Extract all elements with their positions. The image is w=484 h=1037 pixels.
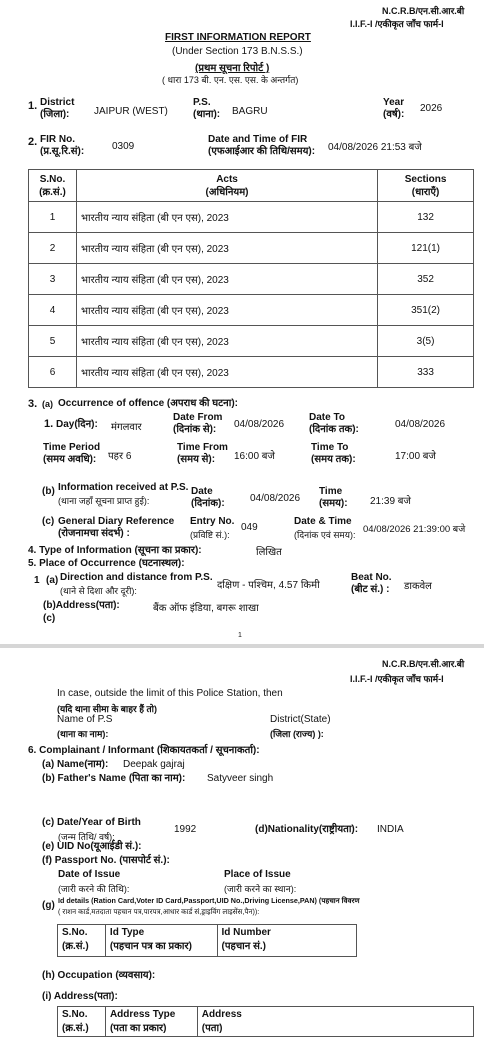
table-row bbox=[29, 295, 474, 326]
item3-a-label: (a) bbox=[42, 399, 53, 409]
day-number: 1. bbox=[44, 418, 54, 430]
time-from-label-hi: (समय से): bbox=[177, 454, 216, 465]
dob-value: 1992 bbox=[174, 824, 197, 835]
nationality-value: INDIA bbox=[377, 824, 404, 835]
date-from-value: 04/08/2026 bbox=[234, 419, 285, 430]
fir-no-label: FIR No. bbox=[40, 134, 75, 145]
fir-no-label-hi: (प्र.सू.रि.सं): bbox=[40, 146, 85, 157]
section-cell: 132 bbox=[378, 202, 474, 233]
complainant-name-label: (a) Name(नाम): bbox=[42, 759, 109, 770]
addr-type-header: Address Type (पता का प्रकार) bbox=[105, 1007, 197, 1037]
ncrb-header: N.C.R.B/एन.सी.आर.बी bbox=[382, 6, 465, 16]
direction-distance-label: Direction and distance from P.S. bbox=[60, 572, 213, 583]
id-details-g-label: (g) bbox=[42, 900, 55, 911]
report-page-2 bbox=[0, 648, 484, 1034]
passport-label: (f) Passport No. (पासपोर्ट सं.): bbox=[42, 855, 170, 866]
place-number: 1 bbox=[34, 575, 40, 586]
nationality-label: (d)Nationality(राष्ट्रीयता): bbox=[255, 824, 359, 835]
acts-table bbox=[28, 169, 474, 388]
sno-header: S.No. (क्र.सं.) bbox=[29, 170, 77, 202]
beat-no-value: डाकवेल bbox=[404, 581, 432, 592]
sno-cell: 2 bbox=[29, 233, 77, 264]
page-number: 1 bbox=[238, 632, 242, 639]
date-of-issue-label: Date of Issue bbox=[58, 869, 121, 880]
district-state-label: District(State) bbox=[270, 714, 331, 725]
dob-label-hi: (जन्म तिथि/ वर्ष): bbox=[58, 832, 115, 842]
ps-label: P.S. bbox=[193, 97, 211, 108]
sno-cell: 6 bbox=[29, 357, 77, 388]
item2-number: 2. bbox=[28, 136, 38, 148]
ps-name-label: Name of P.S bbox=[57, 714, 113, 725]
title-hindi-sub: ( धारा 173 बी. एन. एस. एस. के अन्तर्गत) bbox=[162, 75, 299, 85]
title-hindi: (प्रथम सूचना रिपोर्ट ) bbox=[195, 63, 270, 74]
direction-distance-label-hi: (थाने से दिशा और दूरी): bbox=[60, 586, 137, 596]
fir-datetime-label-hi: (एफआईआर की तिथि/समय): bbox=[208, 146, 316, 157]
district-state-label-hi: (जिला (राज्य) ): bbox=[270, 729, 324, 739]
id-details-label-hi: ( राशन कार्ड,मतदाता पहचान पत्र,पारपत्र,आधार कार्ड सं,ड्राइविंग लाइसेंस,पैन)): bbox=[58, 907, 260, 916]
time-period-label-hi: (समय अवधि): bbox=[43, 454, 97, 465]
acts-table-header bbox=[29, 170, 474, 202]
outside-limit-label: In case, outside the limit of this Police Station, then bbox=[57, 688, 283, 699]
table-row bbox=[29, 233, 474, 264]
sections-header: Sections (धाराएँ) bbox=[378, 170, 474, 202]
act-cell: भारतीय न्याय संहिता (बी एन एस), 2023 bbox=[76, 202, 377, 233]
day-label: Day(दिन): bbox=[56, 419, 98, 430]
acts-header: Acts (अधिनियम) bbox=[76, 170, 377, 202]
info-date-label-hi: (दिनांक): bbox=[191, 498, 225, 509]
id-type-header: Id Type (पहचान पत्र का प्रकार) bbox=[105, 925, 217, 957]
section-cell: 333 bbox=[378, 357, 474, 388]
occupation-label: (h) Occupation (व्यवसाय): bbox=[42, 970, 156, 981]
page-title: FIRST INFORMATION REPORT bbox=[165, 32, 311, 43]
table-row bbox=[29, 357, 474, 388]
place-occurrence-label: 5. Place of Occurrence (घटनास्थल): bbox=[28, 558, 185, 569]
time-period-value: पहर 6 bbox=[108, 451, 132, 462]
info-time-label-hi: (समय): bbox=[319, 498, 348, 509]
district-label: District bbox=[40, 97, 75, 108]
gd-datetime-label: Date & Time bbox=[294, 516, 352, 527]
entry-no-value: 049 bbox=[241, 522, 258, 533]
time-to-value: 17:00 बजे bbox=[395, 451, 436, 462]
date-to-label: Date To bbox=[309, 412, 345, 423]
date-from-label: Date From bbox=[173, 412, 223, 423]
act-cell: भारतीय न्याय संहिता (बी एन एस), 2023 bbox=[76, 233, 377, 264]
place-of-issue-label: Place of Issue bbox=[224, 869, 291, 880]
info-type-value: लिखित bbox=[256, 547, 282, 558]
item1-number: 1. bbox=[28, 100, 38, 112]
info-time-value: 21:39 बजे bbox=[370, 496, 411, 507]
father-name-label: (b) Father's Name (पिता का नाम): bbox=[42, 773, 186, 784]
dob-label: (c) Date/Year of Birth bbox=[42, 817, 141, 828]
time-to-label-hi: (समय तक): bbox=[311, 454, 356, 465]
complainant-name-value: Deepak gajraj bbox=[123, 759, 185, 770]
year-value: 2026 bbox=[420, 103, 443, 114]
date-to-value: 04/08/2026 bbox=[395, 419, 446, 430]
date-to-label-hi: (दिनांक तक): bbox=[309, 424, 359, 435]
sno-cell: 3 bbox=[29, 264, 77, 295]
direction-distance-value: दक्षिण - पश्चिम, 4.57 किमी bbox=[217, 580, 320, 591]
ps-value: BAGRU bbox=[232, 106, 268, 117]
father-name-value: Satyveer singh bbox=[207, 773, 274, 784]
info-time-label: Time bbox=[319, 486, 343, 497]
year-label: Year bbox=[383, 97, 405, 108]
gd-datetime-value: 04/08/2026 21:39:00 बजे bbox=[363, 524, 466, 535]
address-table bbox=[57, 1006, 474, 1037]
address-table-header bbox=[58, 1007, 474, 1037]
ps-label-hi: (थाना): bbox=[193, 109, 221, 120]
fir-datetime-label: Date and Time of FIR bbox=[208, 134, 308, 145]
act-cell: भारतीय न्याय संहिता (बी एन एस), 2023 bbox=[76, 295, 377, 326]
section-cell: 3(5) bbox=[378, 326, 474, 357]
iif-header: I.I.F.-I /एकीकृत जाँच फार्म-I bbox=[350, 674, 444, 684]
info-received-label: Information received at P.S. bbox=[58, 482, 189, 493]
fir-datetime-value: 04/08/2026 21:53 बजे bbox=[328, 142, 422, 153]
section-cell: 351(2) bbox=[378, 295, 474, 326]
date-from-label-hi: (दिनांक से): bbox=[173, 424, 217, 435]
complainant-heading: 6. Complainant / Informant (शिकायतकर्ता / सूचनाकर्ता): bbox=[28, 745, 260, 756]
id-sno-header: S.No. (क्र.सं.) bbox=[58, 925, 106, 957]
complainant-address-label: (i) Address(पता): bbox=[42, 991, 118, 1002]
act-cell: भारतीय न्याय संहिता (बी एन एस), 2023 bbox=[76, 264, 377, 295]
time-to-label: Time To bbox=[311, 442, 349, 453]
beat-no-label: Beat No. bbox=[351, 572, 392, 583]
time-from-label: Time From bbox=[177, 442, 228, 453]
district-label-hi: (जिला): bbox=[40, 109, 70, 120]
sno-cell: 5 bbox=[29, 326, 77, 357]
time-from-value: 16:00 बजे bbox=[234, 451, 275, 462]
day-value: मंगलवार bbox=[111, 422, 142, 433]
entry-no-label: Entry No. bbox=[190, 516, 235, 527]
info-received-label-hi: (थाना जहाँ सूचना प्राप्त हुई): bbox=[58, 496, 150, 506]
id-details-label: Id details (Ration Card,Voter ID Card,Passport,UID No.,Driving License,PAN) (पहचान विवरण bbox=[58, 896, 360, 905]
table-row bbox=[29, 264, 474, 295]
title-under-section: (Under Section 173 B.N.S.S.) bbox=[172, 46, 303, 57]
iif-header: I.I.F.-I /एकीकृत जाँच फार्म-I bbox=[350, 19, 444, 29]
info-type-label: 4. Type of Information (सूचना का प्रकार): bbox=[28, 545, 202, 556]
item3-number: 3. bbox=[28, 398, 38, 410]
act-cell: भारतीय न्याय संहिता (बी एन एस), 2023 bbox=[76, 326, 377, 357]
ncrb-header: N.C.R.B/एन.सी.आर.बी bbox=[382, 659, 465, 669]
gd-reference-label: General Diary Reference bbox=[58, 516, 175, 527]
section-cell: 352 bbox=[378, 264, 474, 295]
id-number-header: Id Number (पहचान सं.) bbox=[217, 925, 357, 957]
year-label-hi: (वर्ष): bbox=[383, 109, 405, 120]
place-of-issue-label-hi: (जारी करने का स्थान): bbox=[224, 884, 297, 894]
table-row bbox=[29, 326, 474, 357]
place-c-label: (c) bbox=[43, 613, 56, 624]
district-value: JAIPUR (WEST) bbox=[94, 106, 168, 117]
gd-reference-label-hi: (रोजनामचा संदर्भ) : bbox=[58, 528, 130, 539]
item3-b-label: (b) bbox=[42, 486, 55, 497]
id-table-header bbox=[58, 925, 357, 957]
item3-c-label: (c) bbox=[42, 516, 55, 527]
occurrence-heading: Occurrence of offence (अपराध की घटना): bbox=[58, 398, 238, 409]
ps-name-label-hi: (थाना का नाम): bbox=[57, 729, 109, 739]
outside-limit-label-hi: (यदि थाना सीमा के बाहर हैं तो) bbox=[57, 704, 157, 714]
info-date-value: 04/08/2026 bbox=[250, 493, 301, 504]
addr-address-header: Address (पता) bbox=[197, 1007, 473, 1037]
sno-cell: 1 bbox=[29, 202, 77, 233]
addr-sno-header: S.No. (क्र.सं.) bbox=[58, 1007, 106, 1037]
fir-no-value: 0309 bbox=[112, 141, 135, 152]
act-cell: भारतीय न्याय संहिता (बी एन एस), 2023 bbox=[76, 357, 377, 388]
address-label: (b)Address(पता): bbox=[43, 600, 120, 611]
section-cell: 121(1) bbox=[378, 233, 474, 264]
time-period-label: Time Period bbox=[43, 442, 101, 453]
info-date-label: Date bbox=[191, 486, 213, 497]
address-value: बैंक ऑफ इंडिया, बगरू शाखा bbox=[153, 603, 259, 614]
id-table bbox=[57, 924, 357, 957]
place-a-label: (a) bbox=[46, 575, 59, 586]
sno-cell: 4 bbox=[29, 295, 77, 326]
beat-no-label-hi: (बीट सं.) : bbox=[351, 584, 390, 595]
gd-datetime-label-hi: (दिनांक एवं समय): bbox=[294, 530, 356, 540]
table-row bbox=[29, 202, 474, 233]
entry-no-label-hi: (प्रविष्टि सं.): bbox=[190, 530, 230, 540]
uid-label: (e) UID No(यूआईडी सं.): bbox=[42, 841, 142, 852]
date-of-issue-label-hi: (जारी करने की तिथि): bbox=[58, 884, 130, 894]
